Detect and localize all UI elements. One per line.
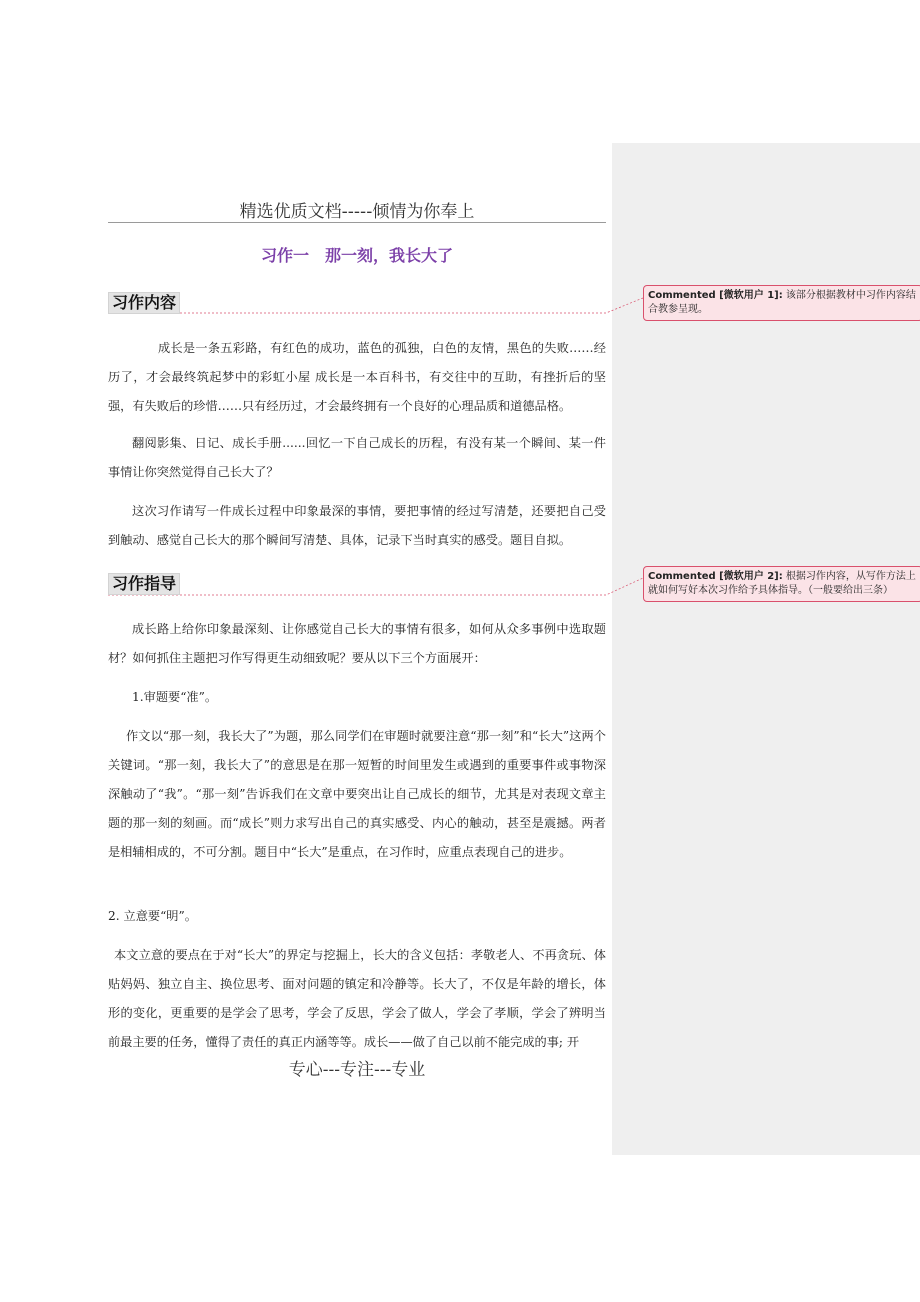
page-header: 精选优质文档-----倾情为你奉上 [239, 202, 475, 222]
section-heading-content: 习作内容 [108, 292, 180, 314]
paragraph: 本文立意的要点在于对“长大”的界定与挖掘上，长大的含义包括：孝敬老人、不再贪玩、体贴妈妈、独立自主、换位思考、面对问题的镇定和冷静等。长大了，不仅是年龄的增长，体形的变化，更重要的是学会了思考，学会了反思，学会了做人，学会了孝顺，学会了辨明当前最主要的任务，懂得了责任的真正内涵等等。成长——做了自己以前不能完成的事; 开 [108, 948, 606, 1049]
comment-balloon[interactable] [643, 566, 920, 602]
page-footer: 专心---专注---专业 [288, 1060, 426, 1080]
comment-balloon[interactable] [643, 285, 920, 321]
paragraph: 1.审题要“准”。 [132, 690, 218, 704]
comment-2-leader [108, 578, 643, 595]
comment-text: 根据习作内容，从写作方法上就如何写好本次习作给予具体指导。（一般要给出三条） [648, 571, 916, 596]
paragraph: 翻阅影集、日记、成长手册......回忆一下自己成长的历程，有没有某一个瞬间、某一件事情让你突然觉得自己长大了？ [108, 436, 606, 479]
paragraph: 2. 立意要“明”。 [108, 909, 197, 923]
paragraph: 这次习作请写一件成长过程中印象最深的事情，要把事情的经过写清楚，还要把自己受到触动、感觉自己长大的那个瞬间写清楚、具体，记录下当时真实的感受。题目自拟。 [108, 504, 606, 547]
paragraph: 成长是一条五彩路，有红色的成功，蓝色的孤独，白色的友情，黑色的失败……经历了，才会最终筑起梦中的彩虹小屋 成长是一本百科书，有交往中的互助，有挫折后的坚强，有失败后的珍惜……只有经历过，才会最终拥有一个良好的心理品质和道德品格。 [108, 341, 606, 413]
paragraph: 作文以“那一刻，我长大了”为题，那么同学们在审题时就要注意“那一刻”和“长大”这两个关键词。“那一刻，我长大了”的意思是在那一短暂的时间里发生或遇到的重要事件或事物深深触动了“我”。“那一刻”告诉我们在文章中要突出让自己成长的细节，尤其是对表现文章主题的那一刻的刻画。而“成长”则力求写出自己的真实感受、内心的触动，甚至是震撼。两者是相辅相成的，不可分割。题目中“长大”是重点，在习作时，应重点表现自己的进步。 [108, 729, 606, 859]
header-rule [108, 222, 606, 223]
comment-1-leader [108, 298, 643, 313]
comment-text: 该部分根据教材中习作内容结合教参呈现。 [648, 290, 916, 315]
comment-author-label: Commented [微软用户 1]: [648, 290, 783, 301]
section-heading-guidance: 习作指导 [108, 573, 180, 595]
document-title: 习作一 那一刻，我长大了 [260, 246, 453, 265]
comment-author-label: Commented [微软用户 2]: [648, 571, 783, 582]
paragraph: 成长路上给你印象最深刻、让你感觉自己长大的事情有很多，如何从众多事例中选取题材？如何抓住主题把习作写得更生动细致呢？要从以下三个方面展开： [108, 622, 606, 665]
